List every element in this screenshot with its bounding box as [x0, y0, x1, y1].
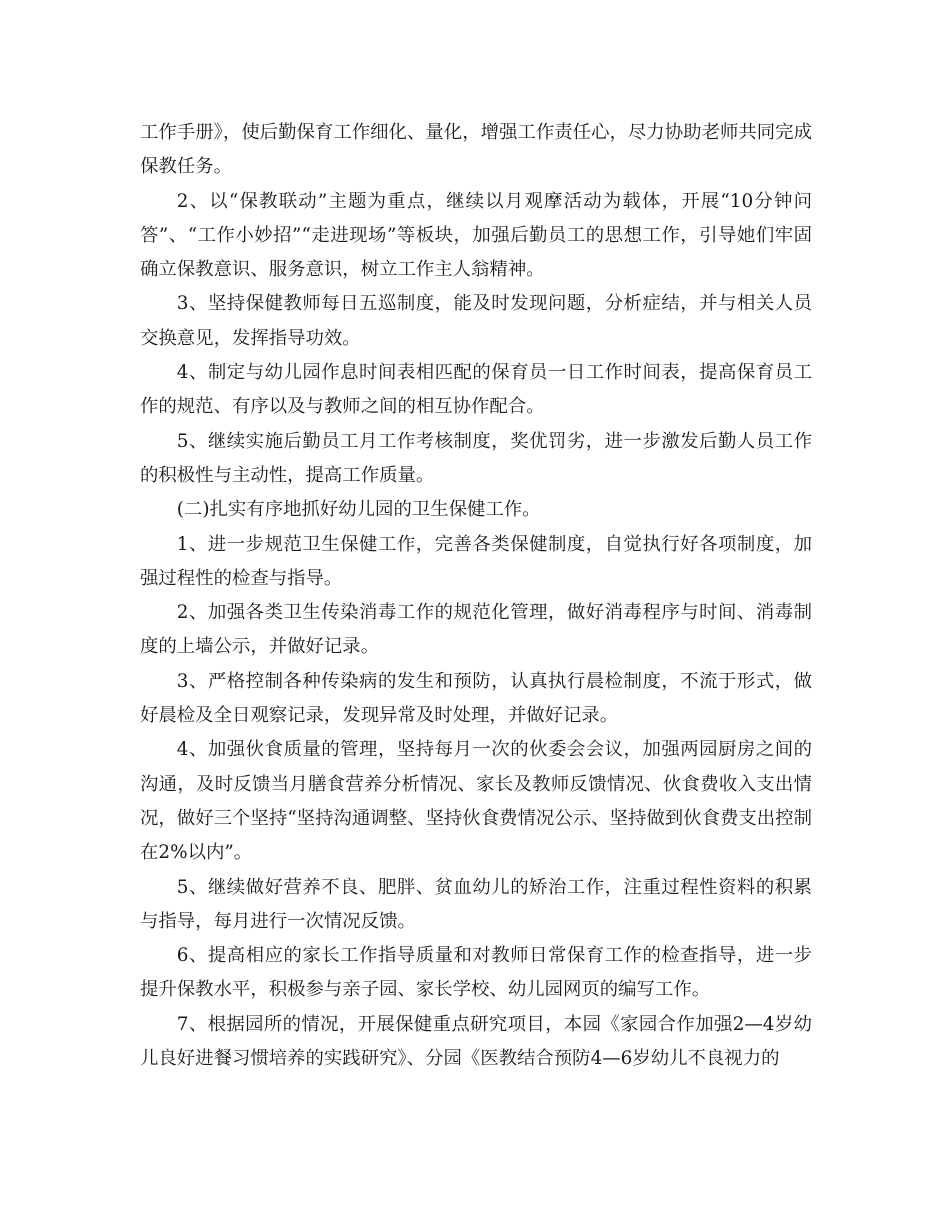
section-heading-health-care: (二)扎实有序地抓好幼儿园的卫生保健工作。	[176, 499, 541, 521]
paragraph-item-3-inspection: 3、坚持保健教师每日五巡制度，能及时发现问题，分析症结，并与相关人员交换意见，发挥指导功效。	[140, 293, 812, 349]
paragraph-health-item-6: 6、提高相应的家长工作指导质量和对教师日常保育工作的检查指导，进一步提升保教水平，积极参与亲子园、家长学校、幼儿园网页的编写工作。	[140, 945, 812, 1001]
paragraph-health-item-5: 5、继续做好营养不良、肥胖、贫血幼儿的矫治工作，注重过程性资料的积累与指导，每月进行一次情况反馈。	[140, 876, 812, 932]
paragraph-health-item-2: 2、加强各类卫生传染消毒工作的规范化管理，做好消毒程序与时间、消毒制度的上墙公示，并做好记录。	[140, 602, 812, 658]
paragraph-health-item-1: 1、进一步规范卫生保健工作，完善各类保健制度，自觉执行好各项制度，加强过程性的检查与指导。	[140, 533, 812, 589]
paragraph-item-4-schedule: 4、制定与幼儿园作息时间表相匹配的保育员一日工作时间表，提高保育员工作的规范、有序以及与教师之间的相互协作配合。	[140, 362, 812, 418]
paragraph-item-2-joint-care: 2、以“保教联动”主题为重点，继续以月观摩活动为载体，开展“10分钟问答”、“工作小妙招”“走进现场”等板块，加强后勤员工的思想工作，引导她们牢固确立保教意识、服务意识，树立工作主人翁精神。	[140, 190, 812, 281]
paragraph-health-item-7: 7、根据园所的情况，开展保健重点研究项目，本园《家园合作加强2—4岁幼儿良好进餐习惯培养的实践研究》、分园《医教结合预防4—6岁幼儿不良视力的	[140, 1013, 812, 1070]
paragraph-health-item-3: 3、严格控制各种传染病的发生和预防，认真执行晨检制度，不流于形式，做好晨检及全日观察记录，发现异常及时处理，并做好记录。	[140, 670, 812, 727]
paragraph-continuation: 工作手册》，使后勤保育工作细化、量化，增强工作责任心，尽力协助老师共同完成保教任务。	[140, 122, 812, 178]
document-body	[140, 116, 812, 1076]
paragraph-item-5-assessment: 5、继续实施后勤员工月工作考核制度，奖优罚劣，进一步激发后勤人员工作的积极性与主动性，提高工作质量。	[140, 430, 812, 486]
paragraph-health-item-4: 4、加强伙食质量的管理，坚持每月一次的伙委会会议，加强两园厨房之间的沟通，及时反馈当月膳食营养分析情况、家长及教师反馈情况、伙食费收入支出情况，做好三个坚持“坚持沟通调整、坚持伙食费情况公示、坚持做到伙食费支出控制在2%以内”。	[140, 739, 812, 864]
